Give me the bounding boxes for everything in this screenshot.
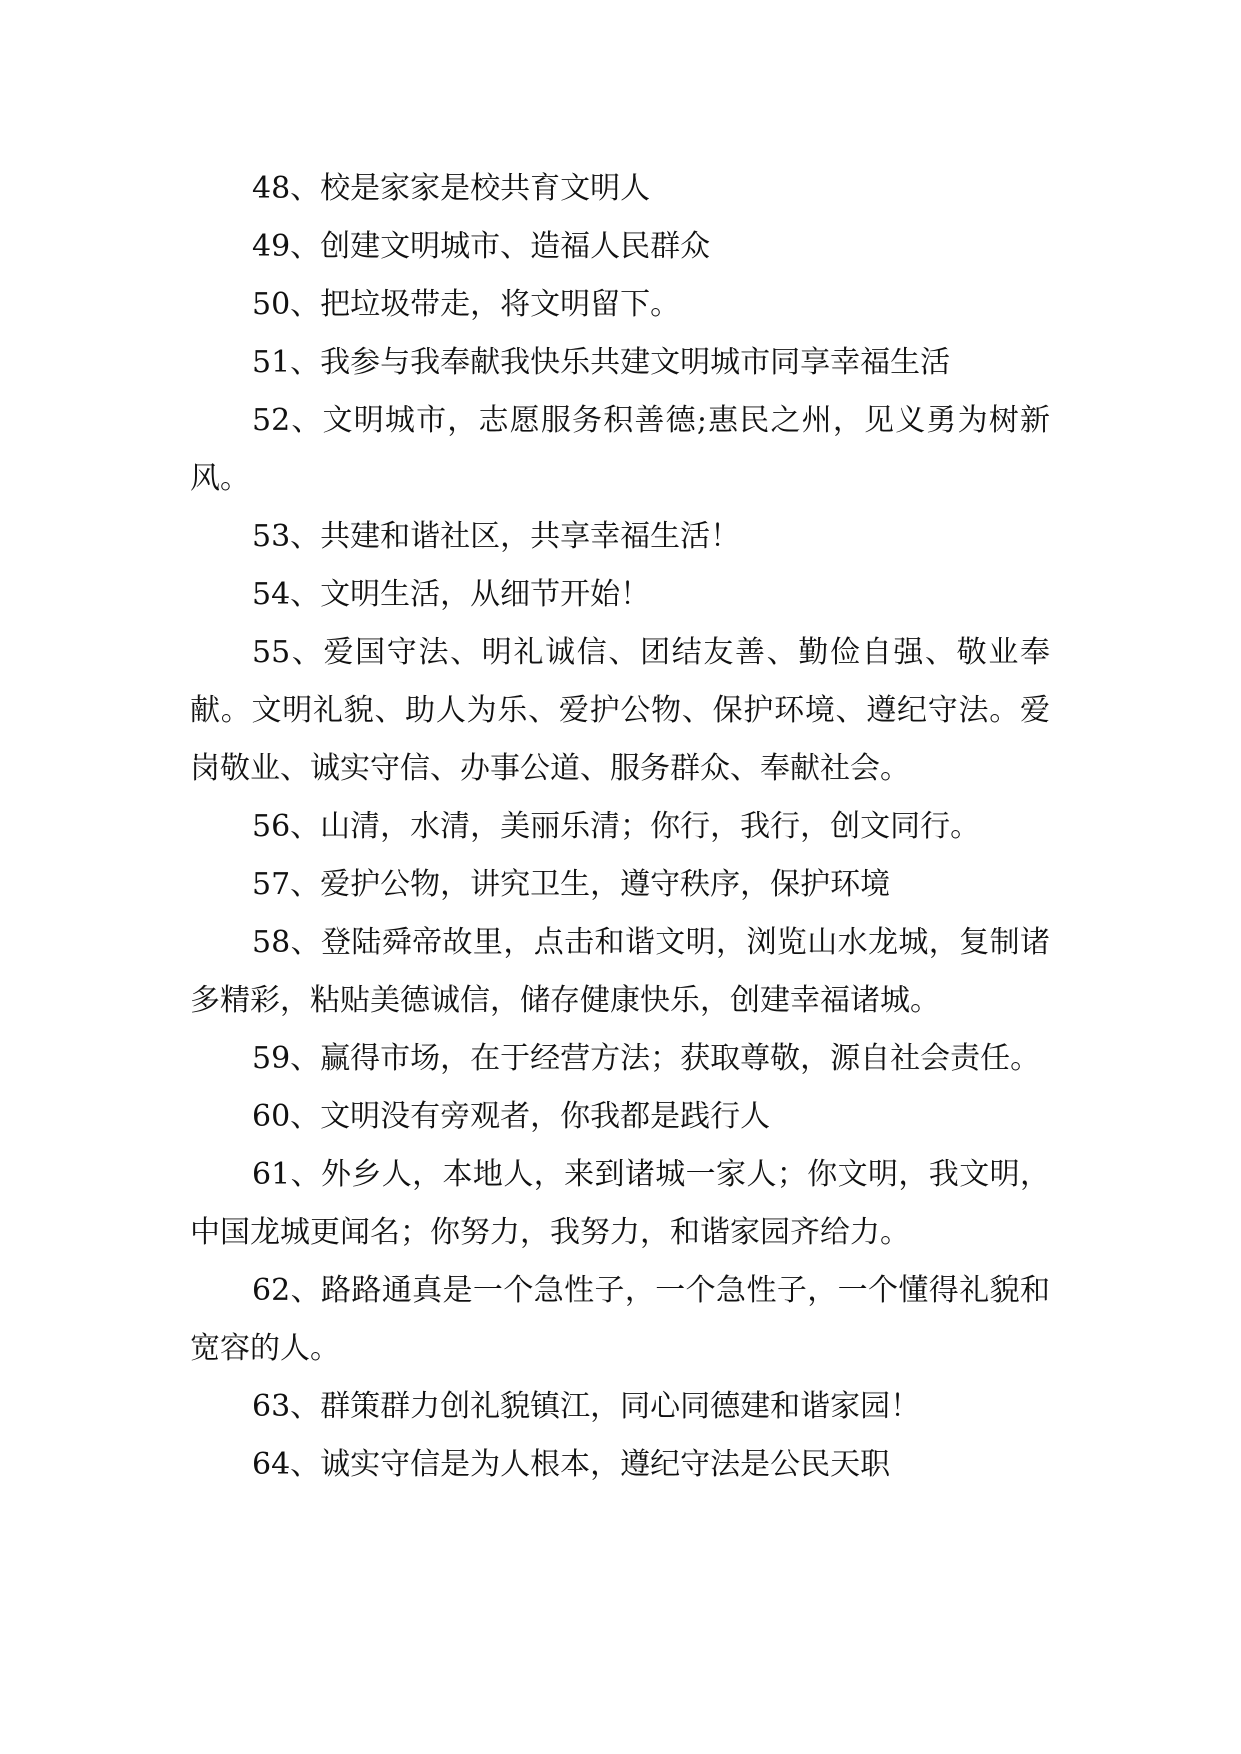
list-item: 59、赢得市场，在于经营方法；获取尊敬，源自社会责任。 <box>252 1041 1041 1076</box>
list-item: 53、共建和谐社区，共享幸福生活！ <box>252 519 741 554</box>
list-item: 49、创建文明城市、造福人民群众 <box>252 229 711 264</box>
list-item: 61、外乡人，本地人，来到诸城一家人；你文明，我文明，中国龙城更闻名；你努力，我努力，和谐家园齐给力。 <box>190 1157 1050 1250</box>
list-item: 64、诚实守信是为人根本，遵纪守法是公民天职 <box>252 1447 891 1482</box>
list-item: 55、爱国守法、明礼诚信、团结友善、勤俭自强、敬业奉献。文明礼貌、助人为乐、爱护公物、保护环境、遵纪守法。爱岗敬业、诚实守信、办事公道、服务群众、奉献社会。 <box>190 635 1050 786</box>
list-item: 56、山清，水清，美丽乐清；你行，我行，创文同行。 <box>252 809 981 844</box>
list-item: 57、爱护公物，讲究卫生，遵守秩序，保护环境 <box>252 867 891 902</box>
list-item: 54、文明生活，从细节开始！ <box>252 577 651 612</box>
list-item: 48、校是家家是校共育文明人 <box>252 171 651 206</box>
list-item: 58、登陆舜帝故里，点击和谐文明，浏览山水龙城，复制诸多精彩，粘贴美德诚信，储存健康快乐，创建幸福诸城。 <box>190 925 1050 1018</box>
list-item: 62、路路通真是一个急性子，一个急性子，一个懂得礼貌和宽容的人。 <box>190 1273 1050 1366</box>
slogan-list <box>190 160 1050 1494</box>
list-item: 51、我参与我奉献我快乐共建文明城市同享幸福生活 <box>252 345 951 380</box>
list-item: 50、把垃圾带走，将文明留下。 <box>252 287 681 322</box>
list-item: 63、群策群力创礼貌镇江，同心同德建和谐家园！ <box>252 1389 921 1424</box>
list-item: 60、文明没有旁观者，你我都是践行人 <box>252 1099 771 1134</box>
list-item: 52、文明城市，志愿服务积善德;惠民之州，见义勇为树新风。 <box>190 403 1050 496</box>
